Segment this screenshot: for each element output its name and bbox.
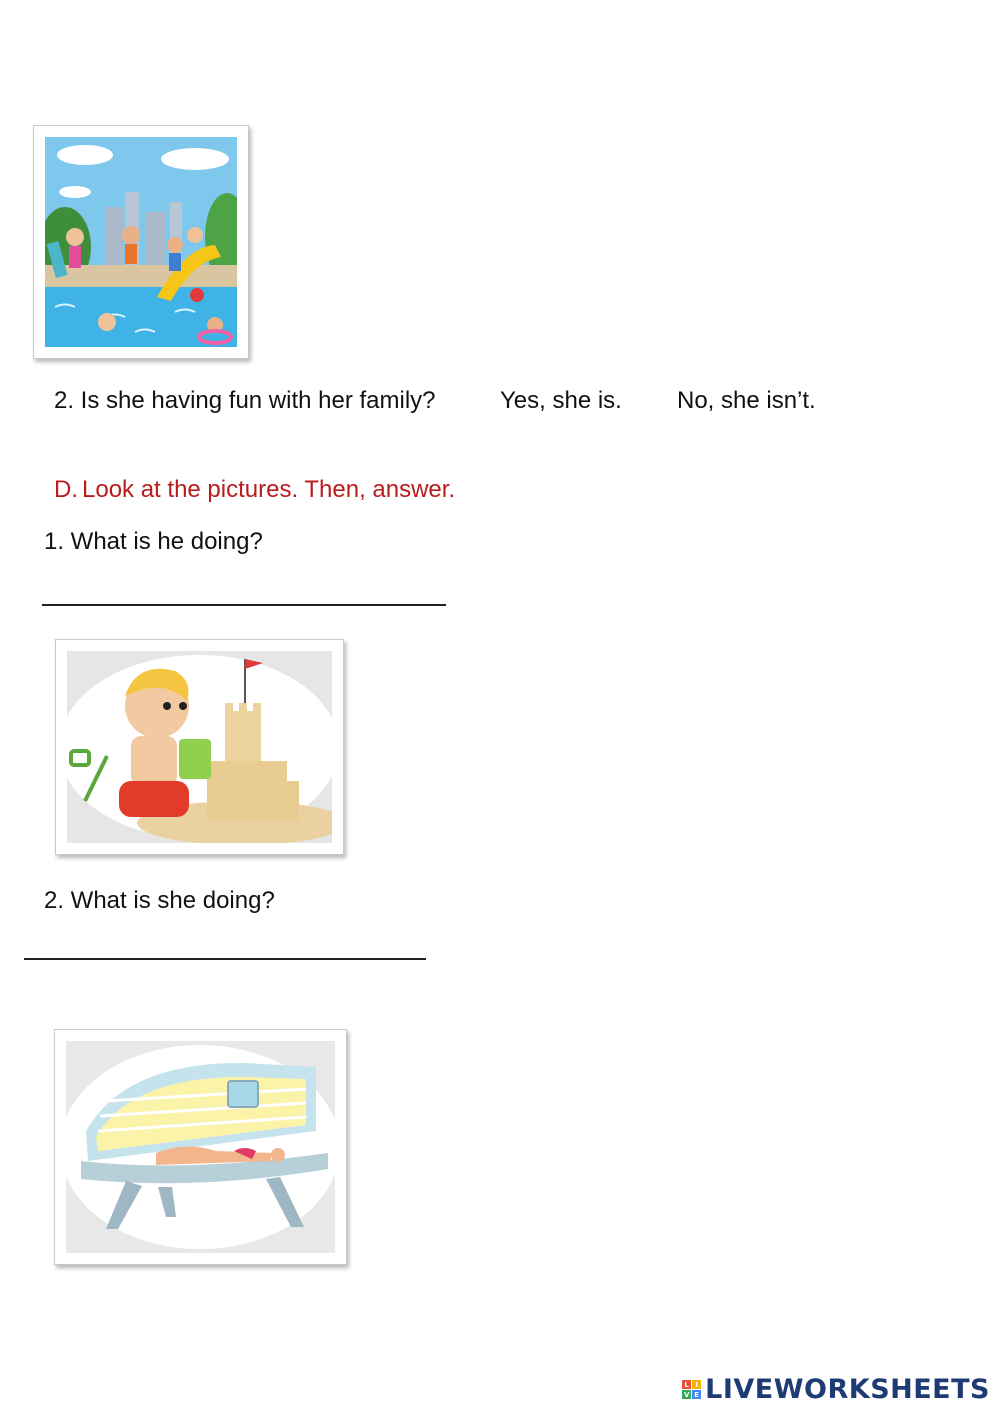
liveworksheets-logo [682,1374,990,1405]
section-d-heading [54,476,455,504]
logo-mark-icon [682,1380,701,1399]
section-letter: D. [54,476,78,503]
answer-line-2[interactable] [24,958,426,960]
question-2: 2. What is she doing? [44,887,275,914]
brand-name: LIVEWORKSHEETS [705,1374,990,1405]
question-prompt: 2. Is she having fun with her family? [54,387,436,414]
girl-in-tanning-bed-picture [54,1029,347,1265]
answer-line-1[interactable] [42,604,446,606]
sandcastle-illustration [67,651,332,843]
pool-party-illustration [45,137,237,347]
logo-letter-l: L [682,1380,691,1389]
question-1: 1. What is he doing? [44,528,263,555]
section-instruction: Look at the pictures. Then, answer. [82,476,456,503]
logo-letter-e: E [692,1390,701,1399]
logo-letter-i: I [692,1380,701,1389]
question-row [54,387,436,415]
pool-party-picture [33,125,249,359]
tanning-bed-illustration [66,1041,335,1253]
logo-letter-v: V [683,1390,690,1399]
answer-option-yes[interactable]: Yes, she is. [500,387,622,414]
answer-option-no[interactable]: No, she isn’t. [677,387,816,414]
boy-building-sandcastle-picture [55,639,344,855]
